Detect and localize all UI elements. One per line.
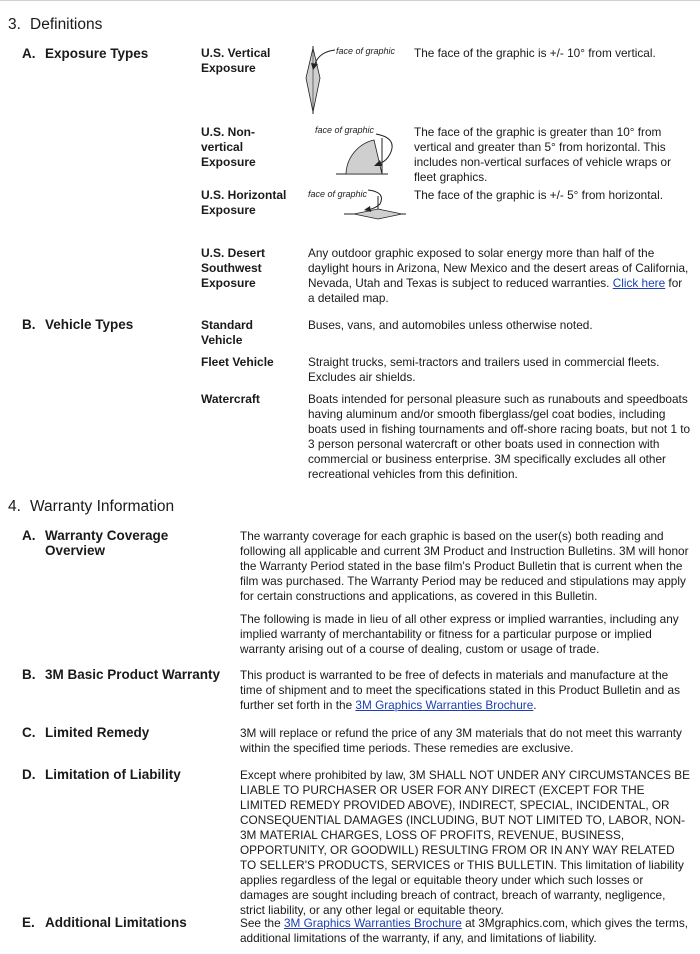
additional-limitations-text-end: at 3Mgraphics.com, which gives the terms, additional limitations of the warranty, if any, and limitations of liability.	[240, 916, 689, 945]
non-vertical-figure-label: face of graphic	[315, 125, 375, 135]
warranties-brochure-link[interactable]: 3M Graphics Warranties Brochure	[355, 698, 534, 712]
section-3-number: 3.	[8, 16, 21, 33]
section-3a-title: Exposure Types	[45, 46, 149, 61]
additional-limitations-text	[240, 916, 690, 946]
term-watercraft: Watercraft	[201, 392, 260, 406]
term-us-desert-southwest-exposure: U.S. Desert Southwest Exposure	[201, 246, 266, 290]
section-4c-letter: C.	[22, 725, 36, 740]
vertical-figure-label: face of graphic	[336, 46, 396, 56]
click-here-link[interactable]: Click here	[612, 276, 666, 290]
section-4b-title: 3M Basic Product Warranty	[45, 667, 221, 682]
basic-product-warranty-text	[240, 668, 690, 713]
vertical-exposure-figure	[299, 42, 409, 118]
desc-watercraft: Boats intended for personal pleasure such as runabouts and speedboats having aluminum and/or smooth fiberglass/gel coat bodies, including boats used in fishing tournaments and off-shore racing boats, but not 1 to 3 person personal watercraft or other boats used in connection with commercial or business enterprise. 3M specifically excludes all other recreational vehicles from this definition.	[308, 392, 691, 481]
section-4c-title: Limited Remedy	[45, 725, 150, 740]
desc-fleet-vehicle: Straight trucks, semi-tractors and trailers used in commercial fleets. Excludes air shields.	[308, 355, 660, 384]
section-4a-title: Warranty Coverage Overview	[45, 528, 169, 558]
section-3b-title: Vehicle Types	[45, 317, 134, 332]
coverage-paragraph-2: The following is made in lieu of all other express or implied warranties, including any implied warranty of merchantability or fitness for a particular purpose or implied warranty arising out of a course of dealing, custom or usage of trade.	[240, 612, 679, 656]
section-3a-letter: A.	[22, 46, 36, 61]
additional-limitations-text-start: See the	[240, 916, 284, 930]
limitation-of-liability-text: Except where prohibited by law, 3M SHALL NOT UNDER ANY CIRCUMSTANCES BE LIABLE TO PURCHASER OR USER FOR ANY DIRECT (EXCEPT FOR THE LIMITED REMEDY PROVIDED ABOVE), INDIRECT, SPECIAL, INCIDENTAL, OR CONSEQUENTIAL DAMAGES (INCLUDING, BUT NOT LIMITED TO, LABOR, NON-3M MATERIAL CHARGES, LOSS OF PROFITS, REVENUE, BUSINESS, OPPORTUNITY, OR GOODWILL) RESULTING FROM OR IN ANY WAY RELATED TO SELLER'S PRODUCTS, SERVICES or THIS BULLETIN. This limitation of liability applies regardless of the legal or equitable theory under which such losses or damages are sought including breach of contract, breach of warranty, negligence, strict liability, or any other legal or equitable theory.	[240, 768, 690, 917]
horizontal-figure-label: face of graphic	[308, 189, 368, 199]
section-3-title: Definitions	[30, 16, 103, 33]
section-4d-title: Limitation of Liability	[45, 767, 181, 782]
desc-us-desert-southwest-exposure	[308, 246, 691, 306]
desc-us-horizontal-exposure: The face of the graphic is +/- 5° from horizontal.	[414, 188, 663, 202]
section-4a-letter: A.	[22, 528, 36, 543]
warranties-brochure-link-2[interactable]: 3M Graphics Warranties Brochure	[283, 916, 462, 930]
section-4-title: Warranty Information	[30, 498, 175, 515]
basic-warranty-text: This product is warranted to be free of defects in materials and manufacture at the time of shipment and to meet the specifications stated in this Product Bulletin and as further set forth in the	[240, 668, 681, 712]
section-4b-letter: B.	[22, 667, 36, 682]
top-rule	[0, 0, 700, 1]
non-vertical-exposure-figure	[312, 122, 412, 180]
section-4e-letter: E.	[22, 915, 35, 930]
limited-remedy-text: 3M will replace or refund the price of any 3M materials that do not meet this warranty within the specified time periods. These remedies are exclusive.	[240, 726, 682, 755]
desert-desc-text-end: for a detailed map.	[308, 276, 683, 305]
section-4e-title: Additional Limitations	[45, 915, 187, 930]
term-fleet-vehicle: Fleet Vehicle	[201, 355, 274, 369]
term-us-horizontal-exposure: U.S. Horizontal Exposure	[201, 188, 287, 217]
term-us-non-vertical-exposure: U.S. Non-vertical Exposure	[201, 125, 256, 169]
desc-us-non-vertical-exposure: The face of the graphic is greater than 10° from vertical and greater than 5° from horizontal. This includes non-vertical surfaces of vehicle wraps or fleet graphics.	[414, 125, 672, 184]
term-us-vertical-exposure: U.S. Vertical Exposure	[201, 46, 271, 75]
desc-standard-vehicle: Buses, vans, and automobiles unless otherwise noted.	[308, 318, 593, 332]
section-3b-letter: B.	[22, 317, 36, 332]
warranty-coverage-overview-text	[240, 529, 690, 665]
horizontal-exposure-figure	[306, 184, 410, 222]
coverage-paragraph-1: The warranty coverage for each graphic is based on the user(s) both reading and following all applicable and current 3M Product and Instruction Bulletins. 3M will honor the Warranty Period stated in the base film's Product Bulletin that is current when the film was purchased. The Warranty Period may be reduced and stipulations may apply for certain constructions and applications, as covered in this Bulletin.	[240, 529, 689, 603]
desert-desc-text: Any outdoor graphic exposed to solar energy more than half of the daylight hours in Arizona, New Mexico and the desert areas of California, Nevada, Utah and Texas is subject to reduced warranties.	[308, 246, 689, 290]
term-standard-vehicle: Standard Vehicle	[201, 318, 254, 347]
basic-warranty-text-end: .	[533, 698, 537, 712]
section-4d-letter: D.	[22, 767, 36, 782]
desc-us-vertical-exposure: The face of the graphic is +/- 10° from vertical.	[414, 46, 656, 60]
section-4-number: 4.	[8, 498, 21, 515]
